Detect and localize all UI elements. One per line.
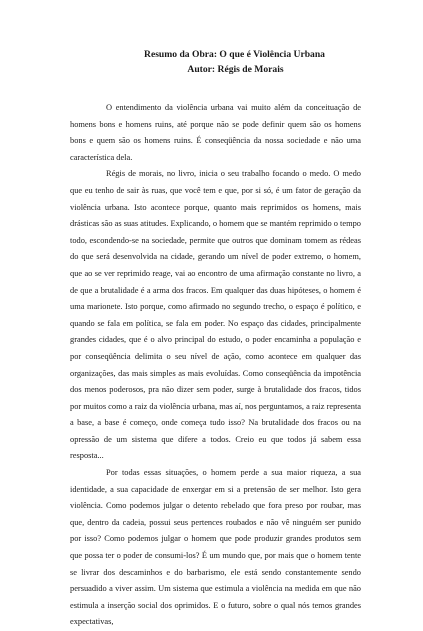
paragraph-2: Régis de morais, no livro, inicia o seu trabalho focando o medo. O medo que eu tenho de sair às ruas, que você tem e que, por si só, é um fator de geração da violência urbana. Isto acontece porque, quanto mais reprimidos os homens, mais drásticas são as suas atitudes. Explicando, o homem que se mantém reprimido o tempo todo, escondendo-se na sociedade, permite que outros que dominam tomem as rédeas do que será desenvolvida na cidade, gerando um nível de poder extremo, o homem, que ao se ver reprimido reage, vai ao encontro de uma afirmação constante no livro, a de que a brutalidade é a arma dos fracos. Em qualquer das duas hipóteses, o homem é uma marionete. Isto porque, como afirmado no segundo trecho, o espaço é político, e quando se fala em política, se fala em poder. No espaço das cidades, principalmente grandes cidades, que é o alvo principal do estudo, o poder encaminha a população e por conseqüência delimita o seu nível de ação, como acontece em qualquer das organizações, das mais simples as mais evoluídas. Como conseqüência da impotência dos menos poderosos, pra não dizer sem poder, surge à brutalidade dos fracos, tidos por muitos como a raiz da violência urbana, mas aí, nos perguntamos, a raiz representa a base, a base é começo, onde começa tudo isso? Na brutalidade dos fracos ou na opressão de um sistema que difere a todos. Creio eu que todos já sabem essa resposta... xyxy=(70,169,361,461)
paragraph-3: Por todas essas situações, o homem perde a sua maior riqueza, a sua identidade, a sua capacidade de enxergar em si a pretensão de ser melhor. Isto gera violência. Como podemos julgar o detento rebelado que fora preso por roubar, mas que, dentro da cadeia, possui seus pertences roubados e não vê ninguém ser punido por isso? Como podemos julgar o homem que pode produzir grandes produtos sem que possa ter o poder de consumi-los? É um mundo que, por mais que o homem tente se livrar dos descaminhos e do barbarismo, ele está sendo constantemente sendo persuadido a viver assim. Um sistema que estimula a violência na medida em que não estimula a inserção social dos oprimidos. E o futuro, sobre o qual nós temos grandes expectativas, xyxy=(70,468,361,627)
document-author: Autor: Régis de Morais xyxy=(187,64,284,75)
document-title: Resumo da Obra: O que é Violência Urbana xyxy=(144,49,325,60)
paragraph-1: O entendimento da violência urbana vai muito além da conceituação de homens bons e homens ruins, até porque não se pode definir quem são os homens bons e quem são os homens ruins. É conseqüência da nossa sociedade e não uma característica dela. xyxy=(70,103,361,162)
